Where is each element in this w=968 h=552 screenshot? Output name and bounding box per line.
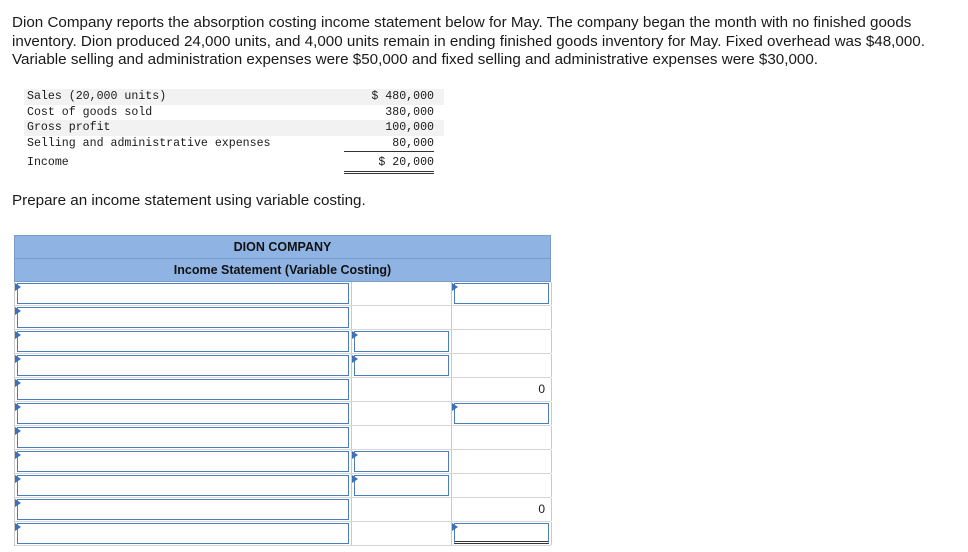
row-label-input[interactable]: [17, 331, 349, 352]
statement-row-cogs: [24, 105, 444, 121]
row-label-cell: [15, 522, 351, 545]
amount-input[interactable]: [354, 331, 449, 352]
dropdown-marker-icon[interactable]: [352, 451, 358, 459]
amount-cell[interactable]: [351, 402, 451, 425]
statement-label: Cost of goods sold: [27, 105, 153, 119]
row-label-cell: [15, 498, 351, 521]
dropdown-marker-icon[interactable]: [15, 427, 21, 435]
row-label-input[interactable]: [17, 499, 349, 520]
dropdown-marker-icon[interactable]: [15, 355, 21, 363]
dropdown-marker-icon[interactable]: [352, 331, 358, 339]
problem-text: Dion Company reports the absorption costing income statement below for May. The company began the month with no finished goods inventory. Dion produced 24,000 units, and 4,000 units remain in ending finished goods inventory for May. Fixed overhead was $48,000. Variable selling and administration expenses were $50,000 and fixed selling and administrative expenses were $30,000.: [12, 14, 925, 68]
row-label-input[interactable]: [17, 307, 349, 328]
statement-value: 380,000: [344, 105, 434, 122]
total-cell[interactable]: [451, 450, 552, 473]
dropdown-marker-icon[interactable]: [15, 307, 21, 315]
total-cell[interactable]: [451, 498, 552, 521]
amount-cell: [351, 330, 451, 353]
worksheet-row: [15, 282, 551, 306]
total-cell[interactable]: [451, 378, 552, 401]
dropdown-marker-icon[interactable]: [15, 451, 21, 459]
row-label-cell: [15, 426, 351, 449]
amount-cell[interactable]: [351, 378, 451, 401]
statement-row-sales: [24, 89, 444, 105]
dropdown-marker-icon[interactable]: [15, 499, 21, 507]
amount-cell[interactable]: [351, 498, 451, 521]
amount-cell: [351, 474, 451, 497]
total-cell: [451, 522, 552, 545]
row-label-input[interactable]: [17, 283, 349, 304]
statement-row-gross-profit: [24, 120, 444, 136]
worksheet-row: [15, 378, 551, 402]
amount-input[interactable]: [354, 355, 449, 376]
amount-cell: [351, 450, 451, 473]
worksheet-row: [15, 402, 551, 426]
worksheet-row: [15, 474, 551, 498]
statement-value: $ 480,000: [371, 90, 434, 103]
row-label-cell: [15, 330, 351, 353]
row-label-input[interactable]: [17, 451, 349, 472]
amount-cell[interactable]: [351, 522, 451, 545]
dropdown-marker-icon[interactable]: [15, 523, 21, 531]
statement-value: $ 20,000: [344, 155, 434, 174]
row-label-cell: [15, 354, 351, 377]
worksheet-title-header: Income Statement (Variable Costing): [14, 259, 551, 282]
row-label-cell: [15, 474, 351, 497]
row-label-input[interactable]: [17, 403, 349, 424]
total-cell: [451, 402, 552, 425]
dropdown-marker-icon[interactable]: [352, 355, 358, 363]
dropdown-marker-icon[interactable]: [15, 475, 21, 483]
total-input[interactable]: [454, 523, 549, 544]
total-input[interactable]: [454, 403, 549, 424]
amount-cell: [351, 354, 451, 377]
total-cell[interactable]: [451, 426, 552, 449]
total-cell[interactable]: [451, 354, 552, 377]
amount-cell[interactable]: [351, 426, 451, 449]
worksheet-grid: [14, 282, 551, 546]
dropdown-marker-icon[interactable]: [15, 403, 21, 411]
dropdown-marker-icon[interactable]: [15, 379, 21, 387]
worksheet-row: [15, 330, 551, 354]
computed-total-value: 0: [538, 382, 545, 396]
row-label-input[interactable]: [17, 379, 349, 400]
dropdown-marker-icon[interactable]: [352, 475, 358, 483]
worksheet-row: [15, 498, 551, 522]
amount-input[interactable]: [354, 451, 449, 472]
worksheet-row: [15, 306, 551, 330]
row-label-cell: [15, 306, 351, 329]
amount-input[interactable]: [354, 475, 449, 496]
worksheet-row: [15, 522, 551, 546]
statement-row-income: [24, 155, 444, 171]
dropdown-marker-icon[interactable]: [452, 403, 458, 411]
dropdown-marker-icon[interactable]: [452, 283, 458, 291]
row-label-cell: [15, 450, 351, 473]
row-label-cell: [15, 402, 351, 425]
row-label-input[interactable]: [17, 427, 349, 448]
row-label-cell: [15, 378, 351, 401]
worksheet-row: [15, 354, 551, 378]
statement-value: 100,000: [385, 121, 434, 134]
statement-label: Selling and administrative expenses: [27, 136, 271, 150]
worksheet-company-header: DION COMPANY: [14, 235, 551, 259]
total-cell[interactable]: [451, 474, 552, 497]
total-cell[interactable]: [451, 330, 552, 353]
dropdown-marker-icon[interactable]: [15, 331, 21, 339]
absorption-income-statement: [24, 89, 444, 171]
total-cell: [451, 282, 552, 305]
statement-label: Income: [27, 156, 69, 169]
instruction-text: Prepare an income statement using variable costing.: [12, 192, 366, 209]
dropdown-marker-icon[interactable]: [15, 283, 21, 291]
row-label-input[interactable]: [17, 355, 349, 376]
row-label-input[interactable]: [17, 523, 349, 544]
worksheet-row: [15, 450, 551, 474]
total-input[interactable]: [454, 283, 549, 304]
statement-value: 80,000: [344, 136, 434, 153]
row-label-cell: [15, 282, 351, 305]
amount-cell[interactable]: [351, 282, 451, 305]
variable-costing-worksheet: [14, 235, 551, 546]
worksheet-row: [15, 426, 551, 450]
computed-total-value: 0: [538, 502, 545, 516]
row-label-input[interactable]: [17, 475, 349, 496]
statement-row-sga: [24, 136, 444, 152]
statement-label: Sales (20,000 units): [27, 90, 167, 103]
amount-cell[interactable]: [351, 306, 451, 329]
dropdown-marker-icon[interactable]: [452, 523, 458, 531]
statement-label: Gross profit: [27, 121, 111, 134]
total-cell[interactable]: [451, 306, 552, 329]
